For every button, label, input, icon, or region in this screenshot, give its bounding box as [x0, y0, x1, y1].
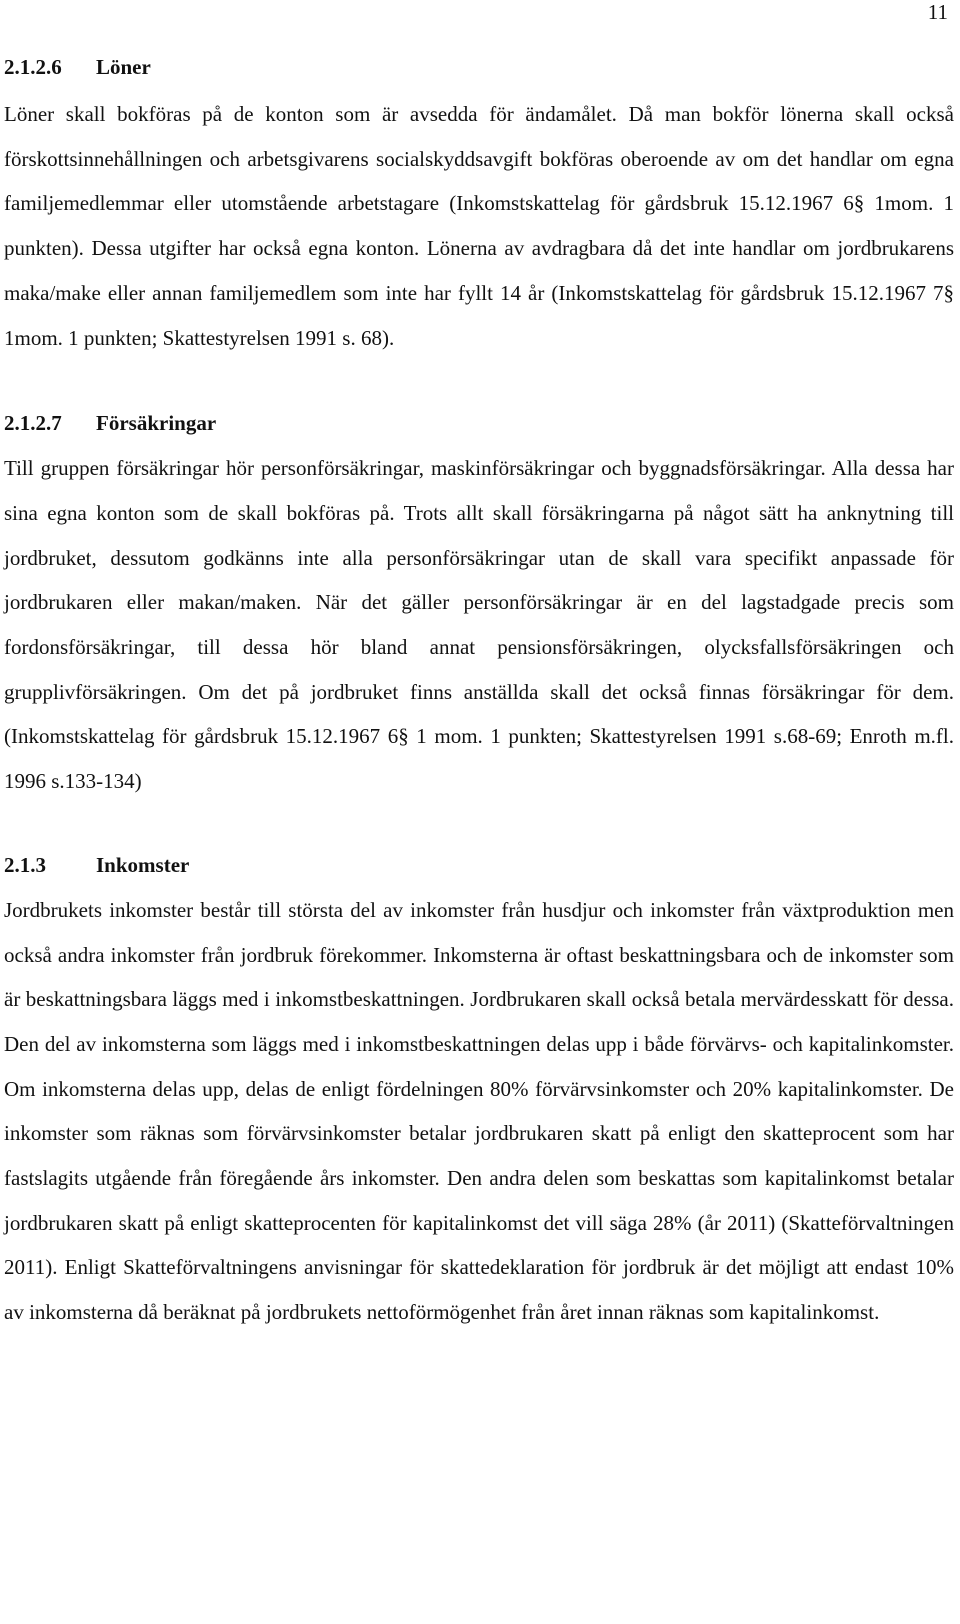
section-heading-forsakringar — [4, 408, 954, 438]
section-paragraph-loner: Löner skall bokföras på de konton som är avsedda för ändamålet. Då man bokför lönerna skall också förskottsinnehållningen och arbetsgivarens socialskyddsavgift bokföras oberoende av om det handlar om egna familjemedlemmar eller utomstående arbetstagare (Inkomstskattelag för gårdsbruk 15.12.1967 6§ 1mom. 1 punkten). Dessa utgifter har också egna konton. Lönerna av avdragbara då det inte handlar om jordbrukarens maka/make eller annan familjemedlem som inte har fyllt 14 år (Inkomstskattelag för gårdsbruk 15.12.1967 7§ 1mom. 1 punkten; Skattestyrelsen 1991 s. 68). — [4, 102, 954, 350]
section-paragraph-inkomster: Jordbrukets inkomster består till största del av inkomster från husdjur och inkomster från växtproduktion men också andra inkomster från jordbruk förekommer. Inkomsterna är oftast beskattningsbara och de inkomster som är beskattningsbara läggs med i inkomstbeskattningen. Jordbrukaren skall också betala mervärdesskatt för dessa. Den del av inkomsterna som läggs med i inkomstbeskattningen delas upp i både förvärvs- och kapitalinkomster. Om inkomsterna delas upp, delas de enligt fördelningen 80% förvärvsinkomster och 20% kapitalinkomster. De inkomster som räknas som förvärvsinkomster betalar jordbrukaren skatt på enligt den skatteprocent som har fastslagits utgående från föregående års inkomster. Den andra delen som beskattas som kapitalinkomst betalar jordbrukaren skatt på enligt skatteprocenten för kapitalinkomst det vill säga 28% (år 2011) (Skatteförvaltningen 2011). Enligt Skatteförvaltningens anvisningar för skattedeklaration för jordbruk är det möjligt att endast 10% av inkomsterna då beräknat på jordbrukets nettoförmögenhet från året innan räknas som kapitalinkomst. — [4, 897, 954, 1325]
document-body — [4, 52, 954, 1335]
section-title: Inkomster — [96, 852, 190, 877]
section-paragraph-forsakringar: Till gruppen försäkringar hör personförsäkringar, maskinförsäkringar och byggnadsförsäkringar. Alla dessa har sina egna konton som de skall bokföras på. Trots allt skall försäkringarna på något sätt ha anknytning till jordbruket, dessutom godkänns inte alla personförsäkringar utan de skall vara specifikt anpassade för jordbrukaren eller makan/maken. När det gäller personförsäkringar är en del lagstadgade precis som fordonsförsäkringar, till dessa hör bland annat pensionsförsäkringen, olycksfallsförsäkringen och grupplivförsäkringen. Om det på jordbruket finns anställda skall det också finnas försäkringar för dem. (Inkomstskattelag för gårdsbruk 15.12.1967 6§ 1 mom. 1 punkten; Skattestyrelsen 1991 s.68-69; Enroth m.fl. 1996 s.133-134) — [4, 456, 954, 794]
section-title: Försäkringar — [96, 411, 217, 436]
section-number: 2.1.2.7 — [4, 411, 62, 436]
section-number: 2.1.2.6 — [4, 55, 62, 79]
page-number: 11 — [927, 0, 948, 24]
section-number: 2.1.3 — [4, 852, 46, 877]
section-heading-loner — [4, 52, 954, 82]
section-title: Löner — [96, 55, 151, 79]
section-heading-inkomster — [4, 850, 954, 880]
